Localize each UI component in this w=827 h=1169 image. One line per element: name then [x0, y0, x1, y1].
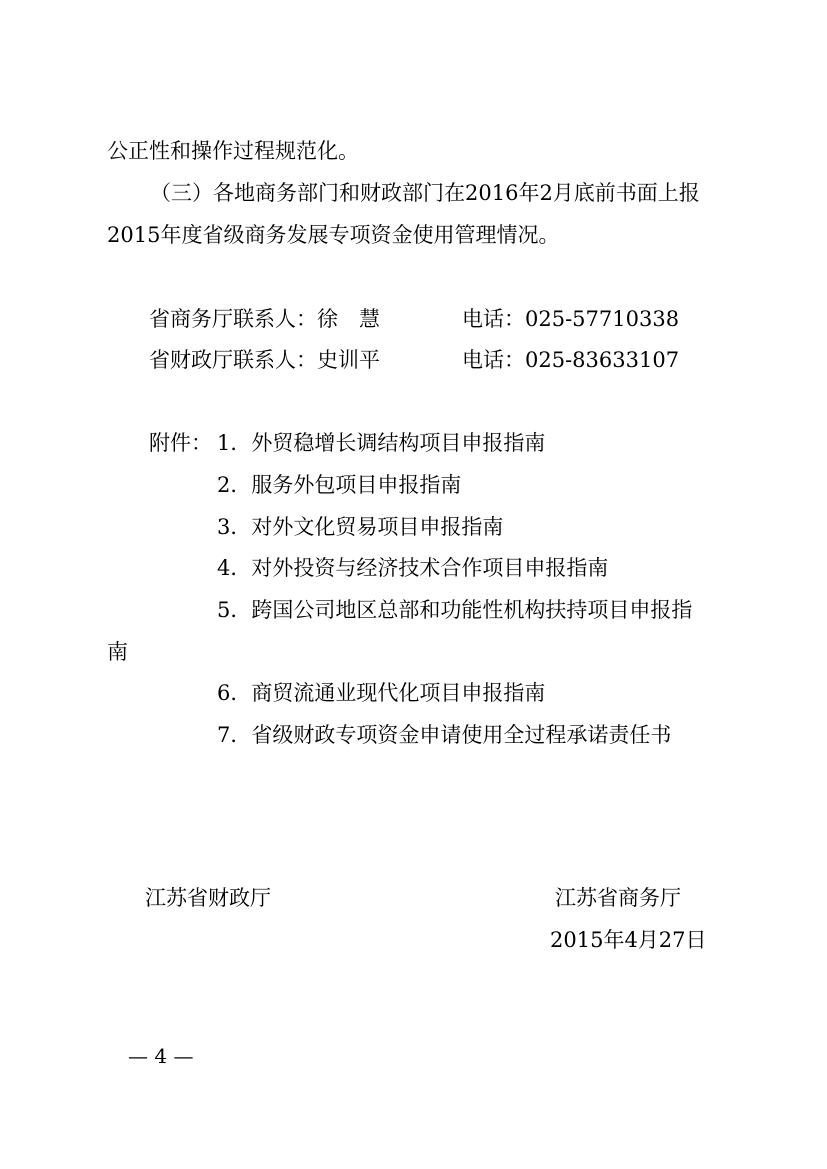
- page-number: — 4 —: [128, 1044, 194, 1068]
- contact-2-phone: 电话：025-83633107: [462, 348, 680, 372]
- attachment-item-4: 4．对外投资与经济技术合作项目申报指南: [217, 556, 609, 580]
- body-line-3: 2015年度省级商务发展专项资金使用管理情况。: [107, 223, 560, 247]
- signature-date: 2015年4月27日: [550, 928, 707, 952]
- body-line-1: 公正性和操作过程规范化。: [107, 139, 359, 163]
- body-line-2: （三）各地商务部门和财政部门在2016年2月底前书面上报: [150, 181, 700, 205]
- attachment-item-1: 1．外贸稳增长调结构项目申报指南: [217, 431, 546, 455]
- contact-2-label: 省财政厅联系人：史训平: [149, 348, 380, 372]
- contact-1-phone: 电话：025-57710338: [462, 307, 680, 331]
- signature-left: 江苏省财政厅: [145, 886, 271, 910]
- attachment-item-6: 6．商贸流通业现代化项目申报指南: [217, 681, 546, 705]
- attachment-item-5: 5．跨国公司地区总部和功能性机构扶持项目申报指: [217, 598, 693, 622]
- attachment-item-7: 7．省级财政专项资金申请使用全过程承诺责任书: [217, 723, 672, 747]
- attachment-item-5-wrap: 南: [107, 640, 128, 664]
- attachment-item-3: 3．对外文化贸易项目申报指南: [217, 515, 504, 539]
- contact-1-label: 省商务厅联系人：徐 慧: [149, 307, 380, 331]
- signature-right: 江苏省商务厅: [555, 886, 681, 910]
- attachments-prefix: 附件：: [149, 431, 212, 455]
- attachment-item-2: 2．服务外包项目申报指南: [217, 473, 462, 497]
